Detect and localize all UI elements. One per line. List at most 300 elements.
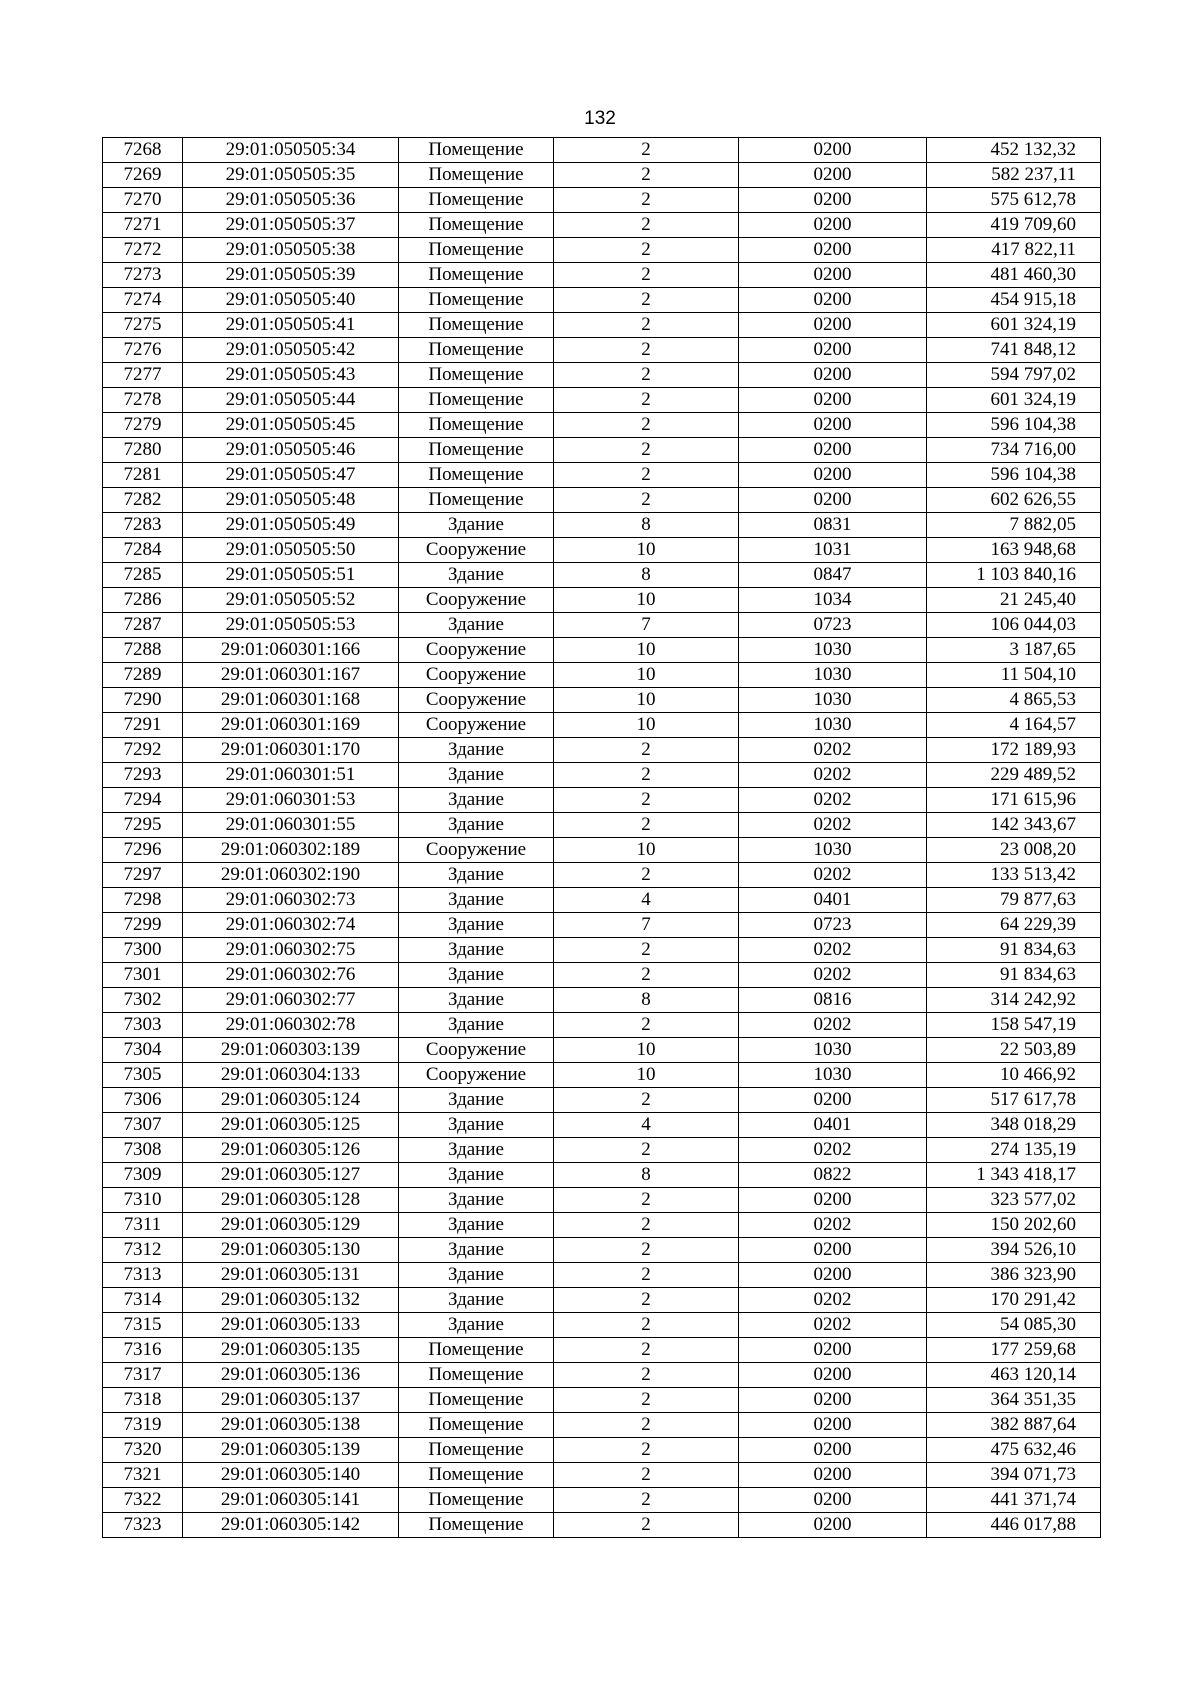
code-cell: 0200: [739, 1238, 927, 1263]
code-cell: 0831: [739, 513, 927, 538]
table-row: [103, 688, 1101, 713]
row-number-cell: 7286: [103, 588, 183, 613]
group-number-cell: 2: [554, 738, 739, 763]
group-number-cell: 2: [554, 188, 739, 213]
row-number-cell: 7275: [103, 313, 183, 338]
table-row: [103, 163, 1101, 188]
row-number-cell: 7281: [103, 463, 183, 488]
table-row: [103, 1213, 1101, 1238]
cadastral-number-cell: 29:01:060301:51: [183, 763, 399, 788]
table-row: [103, 1188, 1101, 1213]
cadastral-value-cell: 7 882,05: [927, 513, 1101, 538]
object-type-cell: Здание: [399, 988, 554, 1013]
table-row: [103, 1138, 1101, 1163]
row-number-cell: 7282: [103, 488, 183, 513]
cadastral-number-cell: 29:01:060305:133: [183, 1313, 399, 1338]
code-cell: 0200: [739, 1363, 927, 1388]
table-row: [103, 963, 1101, 988]
cadastral-value-cell: 170 291,42: [927, 1288, 1101, 1313]
code-cell: 1030: [739, 688, 927, 713]
code-cell: 0816: [739, 988, 927, 1013]
object-type-cell: Помещение: [399, 438, 554, 463]
group-number-cell: 10: [554, 688, 739, 713]
cadastral-value-cell: 582 237,11: [927, 163, 1101, 188]
table-row: [103, 138, 1101, 163]
cadastral-value-cell: 10 466,92: [927, 1063, 1101, 1088]
code-cell: 0401: [739, 1113, 927, 1138]
cadastral-value-cell: 163 948,68: [927, 538, 1101, 563]
table-row: [103, 988, 1101, 1013]
group-number-cell: 2: [554, 488, 739, 513]
code-cell: 0202: [739, 1213, 927, 1238]
table-row: [103, 1013, 1101, 1038]
cadastral-number-cell: 29:01:050505:52: [183, 588, 399, 613]
code-cell: 0202: [739, 1013, 927, 1038]
row-number-cell: 7283: [103, 513, 183, 538]
cadastral-number-cell: 29:01:060305:125: [183, 1113, 399, 1138]
cadastral-value-cell: 417 822,11: [927, 238, 1101, 263]
table-row: [103, 638, 1101, 663]
cadastral-value-cell: 394 526,10: [927, 1238, 1101, 1263]
cadastral-number-cell: 29:01:060302:189: [183, 838, 399, 863]
code-cell: 0200: [739, 1488, 927, 1513]
cadastral-value-cell: 323 577,02: [927, 1188, 1101, 1213]
code-cell: 0202: [739, 1313, 927, 1338]
group-number-cell: 2: [554, 1238, 739, 1263]
table-row: [103, 288, 1101, 313]
object-type-cell: Здание: [399, 1013, 554, 1038]
code-cell: 0200: [739, 488, 927, 513]
object-type-cell: Здание: [399, 1113, 554, 1138]
row-number-cell: 7294: [103, 788, 183, 813]
table-row: [103, 513, 1101, 538]
cadastral-number-cell: 29:01:050505:50: [183, 538, 399, 563]
cadastral-number-cell: 29:01:060305:136: [183, 1363, 399, 1388]
group-number-cell: 2: [554, 938, 739, 963]
row-number-cell: 7301: [103, 963, 183, 988]
group-number-cell: 10: [554, 588, 739, 613]
object-type-cell: Сооружение: [399, 1038, 554, 1063]
table-row: [103, 188, 1101, 213]
table-row: [103, 788, 1101, 813]
code-cell: 0200: [739, 1088, 927, 1113]
row-number-cell: 7276: [103, 338, 183, 363]
object-type-cell: Сооружение: [399, 588, 554, 613]
table-row: [103, 413, 1101, 438]
cadastral-value-cell: 419 709,60: [927, 213, 1101, 238]
group-number-cell: 2: [554, 1388, 739, 1413]
table-row: [103, 1513, 1101, 1538]
code-cell: 0200: [739, 363, 927, 388]
group-number-cell: 2: [554, 1013, 739, 1038]
object-type-cell: Сооружение: [399, 663, 554, 688]
object-type-cell: Помещение: [399, 313, 554, 338]
cadastral-value-cell: 54 085,30: [927, 1313, 1101, 1338]
cadastral-value-cell: 79 877,63: [927, 888, 1101, 913]
cadastral-number-cell: 29:01:050505:35: [183, 163, 399, 188]
object-type-cell: Здание: [399, 1288, 554, 1313]
cadastral-number-cell: 29:01:060301:53: [183, 788, 399, 813]
group-number-cell: 10: [554, 1063, 739, 1088]
code-cell: 0200: [739, 313, 927, 338]
code-cell: 0200: [739, 163, 927, 188]
code-cell: 0200: [739, 1188, 927, 1213]
code-cell: 1031: [739, 538, 927, 563]
code-cell: 0200: [739, 1513, 927, 1538]
group-number-cell: 2: [554, 438, 739, 463]
cadastral-number-cell: 29:01:050505:47: [183, 463, 399, 488]
object-type-cell: Помещение: [399, 338, 554, 363]
object-type-cell: Сооружение: [399, 713, 554, 738]
cadastral-value-cell: 741 848,12: [927, 338, 1101, 363]
cadastral-number-cell: 29:01:060305:126: [183, 1138, 399, 1163]
cadastral-value-cell: 441 371,74: [927, 1488, 1101, 1513]
code-cell: 0200: [739, 1263, 927, 1288]
object-type-cell: Здание: [399, 1213, 554, 1238]
cadastral-number-cell: 29:01:050505:46: [183, 438, 399, 463]
table-row: [103, 1488, 1101, 1513]
cadastral-value-cell: 177 259,68: [927, 1338, 1101, 1363]
group-number-cell: 2: [554, 1488, 739, 1513]
group-number-cell: 8: [554, 988, 739, 1013]
row-number-cell: 7289: [103, 663, 183, 688]
group-number-cell: 2: [554, 1138, 739, 1163]
cadastral-number-cell: 29:01:060301:167: [183, 663, 399, 688]
cadastral-number-cell: 29:01:050505:49: [183, 513, 399, 538]
code-cell: 0200: [739, 388, 927, 413]
cadastral-number-cell: 29:01:050505:45: [183, 413, 399, 438]
cadastral-number-cell: 29:01:060301:168: [183, 688, 399, 713]
code-cell: 1030: [739, 638, 927, 663]
object-type-cell: Здание: [399, 513, 554, 538]
code-cell: 0200: [739, 1388, 927, 1413]
cadastral-number-cell: 29:01:050505:41: [183, 313, 399, 338]
registry-table-body: [103, 138, 1101, 1538]
cadastral-number-cell: 29:01:060301:169: [183, 713, 399, 738]
object-type-cell: Здание: [399, 913, 554, 938]
group-number-cell: 2: [554, 363, 739, 388]
object-type-cell: Помещение: [399, 1488, 554, 1513]
cadastral-number-cell: 29:01:060305:132: [183, 1288, 399, 1313]
row-number-cell: 7271: [103, 213, 183, 238]
row-number-cell: 7295: [103, 813, 183, 838]
cadastral-number-cell: 29:01:060301:166: [183, 638, 399, 663]
table-row: [103, 238, 1101, 263]
object-type-cell: Здание: [399, 563, 554, 588]
code-cell: 1030: [739, 1063, 927, 1088]
row-number-cell: 7306: [103, 1088, 183, 1113]
cadastral-value-cell: 446 017,88: [927, 1513, 1101, 1538]
object-type-cell: Помещение: [399, 1388, 554, 1413]
cadastral-value-cell: 106 044,03: [927, 613, 1101, 638]
object-type-cell: Здание: [399, 1188, 554, 1213]
object-type-cell: Помещение: [399, 288, 554, 313]
object-type-cell: Здание: [399, 938, 554, 963]
group-number-cell: 7: [554, 913, 739, 938]
row-number-cell: 7290: [103, 688, 183, 713]
cadastral-number-cell: 29:01:060305:124: [183, 1088, 399, 1113]
row-number-cell: 7279: [103, 413, 183, 438]
cadastral-value-cell: 517 617,78: [927, 1088, 1101, 1113]
cadastral-value-cell: 11 504,10: [927, 663, 1101, 688]
cadastral-value-cell: 4 865,53: [927, 688, 1101, 713]
cadastral-value-cell: 142 343,67: [927, 813, 1101, 838]
table-row: [103, 588, 1101, 613]
cadastral-value-cell: 601 324,19: [927, 313, 1101, 338]
row-number-cell: 7320: [103, 1438, 183, 1463]
cadastral-value-cell: 463 120,14: [927, 1363, 1101, 1388]
object-type-cell: Помещение: [399, 488, 554, 513]
cadastral-number-cell: 29:01:060305:139: [183, 1438, 399, 1463]
cadastral-value-cell: 150 202,60: [927, 1213, 1101, 1238]
group-number-cell: 10: [554, 838, 739, 863]
object-type-cell: Помещение: [399, 1438, 554, 1463]
code-cell: 0401: [739, 888, 927, 913]
object-type-cell: Здание: [399, 1238, 554, 1263]
code-cell: 1030: [739, 713, 927, 738]
table-row: [103, 938, 1101, 963]
code-cell: 0200: [739, 213, 927, 238]
cadastral-number-cell: 29:01:060305:128: [183, 1188, 399, 1213]
row-number-cell: 7321: [103, 1463, 183, 1488]
row-number-cell: 7296: [103, 838, 183, 863]
cadastral-number-cell: 29:01:050505:43: [183, 363, 399, 388]
object-type-cell: Здание: [399, 1163, 554, 1188]
object-type-cell: Здание: [399, 613, 554, 638]
cadastral-value-cell: 596 104,38: [927, 463, 1101, 488]
table-row: [103, 888, 1101, 913]
object-type-cell: Здание: [399, 813, 554, 838]
group-number-cell: 10: [554, 638, 739, 663]
group-number-cell: 2: [554, 138, 739, 163]
cadastral-value-cell: 601 324,19: [927, 388, 1101, 413]
row-number-cell: 7299: [103, 913, 183, 938]
table-row: [103, 813, 1101, 838]
cadastral-value-cell: 594 797,02: [927, 363, 1101, 388]
group-number-cell: 10: [554, 713, 739, 738]
code-cell: 0202: [739, 863, 927, 888]
table-row: [103, 1038, 1101, 1063]
cadastral-number-cell: 29:01:060302:73: [183, 888, 399, 913]
cadastral-number-cell: 29:01:050505:39: [183, 263, 399, 288]
group-number-cell: 2: [554, 163, 739, 188]
group-number-cell: 10: [554, 538, 739, 563]
cadastral-number-cell: 29:01:050505:36: [183, 188, 399, 213]
table-row: [103, 613, 1101, 638]
cadastral-number-cell: 29:01:050505:42: [183, 338, 399, 363]
cadastral-number-cell: 29:01:060305:129: [183, 1213, 399, 1238]
code-cell: 0202: [739, 1138, 927, 1163]
cadastral-number-cell: 29:01:060301:170: [183, 738, 399, 763]
table-row: [103, 1063, 1101, 1088]
group-number-cell: 2: [554, 388, 739, 413]
object-type-cell: Помещение: [399, 238, 554, 263]
group-number-cell: 2: [554, 1463, 739, 1488]
group-number-cell: 2: [554, 863, 739, 888]
cadastral-value-cell: 274 135,19: [927, 1138, 1101, 1163]
cadastral-number-cell: 29:01:060301:55: [183, 813, 399, 838]
object-type-cell: Помещение: [399, 1513, 554, 1538]
table-row: [103, 1238, 1101, 1263]
row-number-cell: 7305: [103, 1063, 183, 1088]
group-number-cell: 10: [554, 1038, 739, 1063]
group-number-cell: 10: [554, 663, 739, 688]
row-number-cell: 7303: [103, 1013, 183, 1038]
object-type-cell: Здание: [399, 788, 554, 813]
row-number-cell: 7285: [103, 563, 183, 588]
group-number-cell: 2: [554, 813, 739, 838]
code-cell: 0200: [739, 463, 927, 488]
row-number-cell: 7269: [103, 163, 183, 188]
object-type-cell: Помещение: [399, 188, 554, 213]
table-row: [103, 388, 1101, 413]
cadastral-value-cell: 452 132,32: [927, 138, 1101, 163]
row-number-cell: 7298: [103, 888, 183, 913]
cadastral-number-cell: 29:01:060302:76: [183, 963, 399, 988]
object-type-cell: Здание: [399, 863, 554, 888]
object-type-cell: Сооружение: [399, 538, 554, 563]
cadastral-number-cell: 29:01:060302:190: [183, 863, 399, 888]
object-type-cell: Помещение: [399, 213, 554, 238]
group-number-cell: 2: [554, 1363, 739, 1388]
row-number-cell: 7277: [103, 363, 183, 388]
object-type-cell: Сооружение: [399, 688, 554, 713]
table-row: [103, 538, 1101, 563]
group-number-cell: 2: [554, 338, 739, 363]
table-row: [103, 1388, 1101, 1413]
table-row: [103, 488, 1101, 513]
group-number-cell: 8: [554, 1163, 739, 1188]
code-cell: 1030: [739, 1038, 927, 1063]
row-number-cell: 7300: [103, 938, 183, 963]
cadastral-value-cell: 172 189,93: [927, 738, 1101, 763]
cadastral-value-cell: 171 615,96: [927, 788, 1101, 813]
cadastral-number-cell: 29:01:060305:138: [183, 1413, 399, 1438]
cadastral-number-cell: 29:01:060305:127: [183, 1163, 399, 1188]
code-cell: 0847: [739, 563, 927, 588]
page-number: 132: [584, 108, 616, 129]
table-row: [103, 913, 1101, 938]
group-number-cell: 2: [554, 1438, 739, 1463]
group-number-cell: 8: [554, 513, 739, 538]
cadastral-value-cell: 64 229,39: [927, 913, 1101, 938]
table-row: [103, 663, 1101, 688]
cadastral-value-cell: 382 887,64: [927, 1413, 1101, 1438]
group-number-cell: 2: [554, 1088, 739, 1113]
row-number-cell: 7307: [103, 1113, 183, 1138]
table-row: [103, 838, 1101, 863]
table-row: [103, 213, 1101, 238]
code-cell: 0202: [739, 738, 927, 763]
code-cell: 0202: [739, 788, 927, 813]
table-row: [103, 863, 1101, 888]
code-cell: 1030: [739, 663, 927, 688]
cadastral-value-cell: 575 612,78: [927, 188, 1101, 213]
registry-table: [102, 137, 1101, 1538]
object-type-cell: Здание: [399, 1138, 554, 1163]
table-row: [103, 1088, 1101, 1113]
row-number-cell: 7309: [103, 1163, 183, 1188]
group-number-cell: 2: [554, 1313, 739, 1338]
table-row: [103, 763, 1101, 788]
cadastral-number-cell: 29:01:050505:51: [183, 563, 399, 588]
cadastral-number-cell: 29:01:060305:140: [183, 1463, 399, 1488]
cadastral-number-cell: 29:01:060305:137: [183, 1388, 399, 1413]
code-cell: 0200: [739, 188, 927, 213]
row-number-cell: 7273: [103, 263, 183, 288]
cadastral-number-cell: 29:01:060305:130: [183, 1238, 399, 1263]
row-number-cell: 7312: [103, 1238, 183, 1263]
code-cell: 0202: [739, 1288, 927, 1313]
group-number-cell: 2: [554, 263, 739, 288]
group-number-cell: 2: [554, 313, 739, 338]
cadastral-value-cell: 91 834,63: [927, 938, 1101, 963]
group-number-cell: 7: [554, 613, 739, 638]
group-number-cell: 4: [554, 888, 739, 913]
object-type-cell: Здание: [399, 1263, 554, 1288]
cadastral-value-cell: 21 245,40: [927, 588, 1101, 613]
cadastral-value-cell: 481 460,30: [927, 263, 1101, 288]
cadastral-value-cell: 602 626,55: [927, 488, 1101, 513]
cadastral-number-cell: 29:01:050505:38: [183, 238, 399, 263]
code-cell: 0200: [739, 238, 927, 263]
cadastral-value-cell: 364 351,35: [927, 1388, 1101, 1413]
group-number-cell: 4: [554, 1113, 739, 1138]
table-row: [103, 713, 1101, 738]
row-number-cell: 7318: [103, 1388, 183, 1413]
row-number-cell: 7308: [103, 1138, 183, 1163]
cadastral-value-cell: 454 915,18: [927, 288, 1101, 313]
object-type-cell: Помещение: [399, 413, 554, 438]
group-number-cell: 2: [554, 1188, 739, 1213]
group-number-cell: 2: [554, 463, 739, 488]
code-cell: 1030: [739, 838, 927, 863]
cadastral-value-cell: 229 489,52: [927, 763, 1101, 788]
table-row: [103, 1338, 1101, 1363]
code-cell: 0723: [739, 613, 927, 638]
object-type-cell: Здание: [399, 763, 554, 788]
cadastral-number-cell: 29:01:050505:53: [183, 613, 399, 638]
code-cell: 0202: [739, 813, 927, 838]
cadastral-number-cell: 29:01:060305:141: [183, 1488, 399, 1513]
row-number-cell: 7268: [103, 138, 183, 163]
object-type-cell: Сооружение: [399, 638, 554, 663]
row-number-cell: 7291: [103, 713, 183, 738]
object-type-cell: Помещение: [399, 138, 554, 163]
table-row: [103, 1313, 1101, 1338]
group-number-cell: 2: [554, 1513, 739, 1538]
code-cell: 0200: [739, 1463, 927, 1488]
object-type-cell: Помещение: [399, 388, 554, 413]
group-number-cell: 2: [554, 963, 739, 988]
group-number-cell: 2: [554, 763, 739, 788]
code-cell: 0200: [739, 288, 927, 313]
row-number-cell: 7284: [103, 538, 183, 563]
object-type-cell: Сооружение: [399, 838, 554, 863]
cadastral-value-cell: 1 343 418,17: [927, 1163, 1101, 1188]
object-type-cell: Помещение: [399, 163, 554, 188]
object-type-cell: Здание: [399, 738, 554, 763]
row-number-cell: 7297: [103, 863, 183, 888]
group-number-cell: 2: [554, 238, 739, 263]
row-number-cell: 7317: [103, 1363, 183, 1388]
object-type-cell: Здание: [399, 1088, 554, 1113]
code-cell: 0200: [739, 438, 927, 463]
object-type-cell: Помещение: [399, 1363, 554, 1388]
row-number-cell: 7292: [103, 738, 183, 763]
row-number-cell: 7302: [103, 988, 183, 1013]
table-row: [103, 438, 1101, 463]
